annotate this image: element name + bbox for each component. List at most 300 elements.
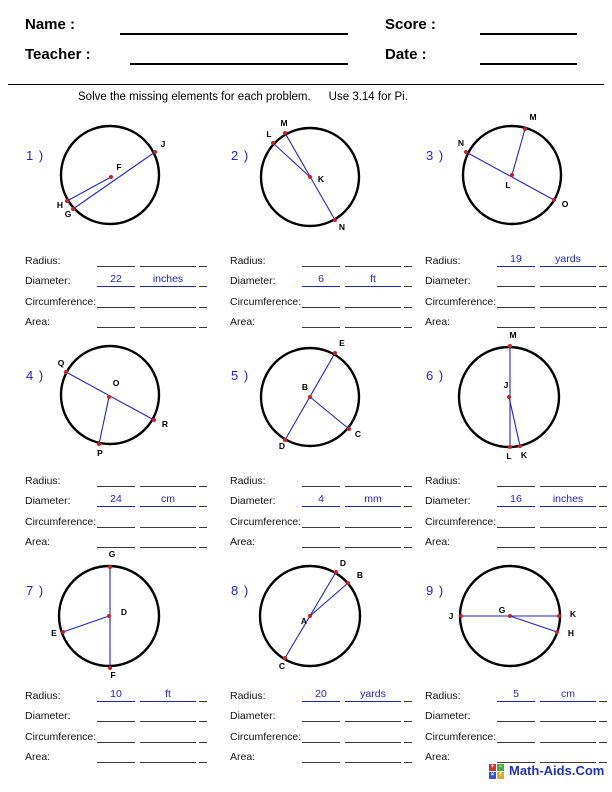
chord-line <box>466 152 554 200</box>
point-label: J <box>160 139 166 149</box>
problem-cell <box>20 545 212 763</box>
point-dot <box>333 351 337 355</box>
chord-line <box>510 616 557 632</box>
radius-label: Radius: <box>425 254 461 267</box>
line-tail <box>599 486 607 487</box>
answer-row-radius <box>425 681 609 702</box>
line-tail <box>599 721 607 722</box>
point-label: G <box>64 209 72 219</box>
point-dot <box>108 565 112 569</box>
line-tail <box>199 506 207 507</box>
answer-row-diameter <box>230 267 414 288</box>
point-dot <box>64 370 68 374</box>
circle-diagram <box>225 545 415 680</box>
circle-diagram <box>20 545 210 680</box>
point-label: L <box>506 451 512 461</box>
area-value-field[interactable] <box>97 762 135 763</box>
line-tail <box>599 327 607 328</box>
circumference-label: Circumference: <box>25 730 97 743</box>
line-tail <box>199 701 207 702</box>
line-tail <box>599 307 607 308</box>
point-dot <box>555 630 559 634</box>
answer-block <box>425 466 609 548</box>
point-label: J <box>448 611 454 621</box>
diameter-value-field[interactable]: 6 <box>302 273 340 287</box>
problem-cell <box>420 330 612 548</box>
diameter-value-field[interactable]: 22 <box>97 273 135 287</box>
point-dot <box>308 175 312 179</box>
point-label: F <box>116 162 122 172</box>
point-label: M <box>509 330 517 340</box>
point-dot <box>97 442 101 446</box>
area-label: Area: <box>25 751 51 763</box>
diameter-value-field[interactable] <box>302 721 340 722</box>
radius-label: Radius: <box>230 254 266 267</box>
score-fill-line[interactable] <box>480 32 577 35</box>
point-dot <box>523 127 527 131</box>
circumference-unit-field[interactable] <box>140 527 196 528</box>
radius-value-field[interactable] <box>302 486 340 487</box>
circumference-value-field[interactable] <box>97 742 135 743</box>
area-unit-field[interactable] <box>345 327 401 328</box>
diameter-unit-field[interactable] <box>540 721 596 722</box>
diameter-unit-field[interactable]: mm <box>345 493 401 507</box>
answer-row-area <box>425 308 609 329</box>
point-dot <box>71 207 75 211</box>
point-label: G <box>108 549 116 559</box>
circle-diagram <box>420 330 610 465</box>
point-dot <box>271 141 275 145</box>
instruction-part2: Use 3.14 for Pi. <box>328 91 408 103</box>
point-dot <box>508 344 512 348</box>
point-label: M <box>529 112 537 122</box>
logo-tile-icon: + <box>490 764 495 770</box>
point-dot <box>107 614 111 618</box>
radius-label: Radius: <box>425 689 461 702</box>
answer-row-area <box>425 743 609 764</box>
line-tail <box>599 527 607 528</box>
diameter-label: Diameter: <box>425 495 471 507</box>
diameter-label: Diameter: <box>425 710 471 722</box>
answer-block <box>25 246 209 328</box>
problem-cell <box>225 110 417 328</box>
point-dot <box>308 614 312 618</box>
radius-unit-field[interactable] <box>345 486 401 487</box>
math-aids-logo-icon <box>489 764 504 779</box>
math-aids-brand-link[interactable]: Math-Aids.Com <box>509 763 605 778</box>
answer-row-radius <box>425 466 609 487</box>
answer-row-circumference <box>25 287 209 308</box>
point-label: A <box>300 616 308 626</box>
answer-row-circumference <box>425 507 609 528</box>
radius-value-field[interactable]: 5 <box>497 688 535 702</box>
area-label: Area: <box>230 536 256 548</box>
answer-row-circumference <box>230 722 414 743</box>
line-tail <box>404 327 412 328</box>
area-label: Area: <box>230 751 256 763</box>
line-tail <box>199 327 207 328</box>
answer-block <box>25 681 209 763</box>
line-tail <box>404 762 412 763</box>
point-dot <box>510 173 514 177</box>
point-dot <box>109 175 113 179</box>
radius-unit-field[interactable]: yards <box>540 253 596 267</box>
circumference-value-field[interactable] <box>497 307 535 308</box>
point-label: D <box>120 607 128 617</box>
diameter-unit-field[interactable]: ft <box>345 273 401 287</box>
point-dot <box>152 418 156 422</box>
problem-cell <box>420 545 612 763</box>
point-label: K <box>317 174 325 184</box>
chord-line <box>63 616 109 632</box>
chord-line <box>310 583 348 616</box>
point-label: P <box>97 448 103 458</box>
problem-cell <box>225 330 417 548</box>
teacher-fill-line[interactable] <box>130 62 348 65</box>
point-label: H <box>56 200 64 210</box>
problem-number: 9 ) <box>426 583 445 598</box>
line-tail <box>199 286 207 287</box>
circle-outline <box>61 126 159 224</box>
diameter-label: Diameter: <box>25 710 71 722</box>
point-label: K <box>569 609 577 619</box>
answer-block <box>230 681 414 763</box>
radius-unit-field[interactable] <box>345 266 401 267</box>
circle-diagram <box>420 110 610 245</box>
point-label: C <box>354 429 362 439</box>
chord-line <box>310 397 349 429</box>
point-dot <box>308 395 312 399</box>
circumference-value-field[interactable] <box>302 742 340 743</box>
name-label: Name : <box>25 16 76 33</box>
answer-row-circumference <box>425 722 609 743</box>
area-unit-field[interactable] <box>345 762 401 763</box>
date-label: Date : <box>385 46 427 63</box>
radius-label: Radius: <box>25 689 61 702</box>
circumference-label: Circumference: <box>230 295 302 308</box>
line-tail <box>404 721 412 722</box>
circumference-unit-field[interactable] <box>345 307 401 308</box>
circle-diagram <box>225 110 415 245</box>
logo-tile-icon: − <box>498 764 503 770</box>
diameter-value-field[interactable] <box>497 286 535 287</box>
line-tail <box>199 527 207 528</box>
point-label: D <box>278 441 286 451</box>
diameter-value-field[interactable]: 24 <box>97 493 135 507</box>
problem-number: 2 ) <box>231 148 250 163</box>
line-tail <box>199 307 207 308</box>
logo-tile-icon: × <box>490 772 495 778</box>
chord-line <box>99 397 109 444</box>
point-dot <box>346 581 350 585</box>
diameter-value-field[interactable] <box>97 721 135 722</box>
point-dot <box>518 444 522 448</box>
circumference-unit-field[interactable] <box>345 527 401 528</box>
answer-row-diameter <box>230 702 414 723</box>
answer-row-diameter <box>425 267 609 288</box>
diameter-label: Diameter: <box>230 275 276 287</box>
answer-row-diameter <box>25 702 209 723</box>
date-fill-line[interactable] <box>480 62 577 65</box>
problem-cell <box>20 330 212 548</box>
point-dot <box>61 630 65 634</box>
point-dot <box>283 131 287 135</box>
area-unit-field[interactable] <box>140 327 196 328</box>
point-label: R <box>161 419 169 429</box>
area-value-field[interactable] <box>497 327 535 328</box>
problem-number: 4 ) <box>26 368 45 383</box>
answer-row-diameter <box>230 487 414 508</box>
circumference-value-field[interactable] <box>497 742 535 743</box>
radius-label: Radius: <box>425 474 461 487</box>
area-label: Area: <box>425 536 451 548</box>
radius-unit-field[interactable] <box>140 486 196 487</box>
line-tail <box>599 266 607 267</box>
circle-outline <box>61 346 159 444</box>
diameter-value-field[interactable]: 4 <box>302 493 340 507</box>
point-dot <box>459 614 463 618</box>
diameter-unit-field[interactable] <box>345 721 401 722</box>
line-tail <box>599 742 607 743</box>
radius-value-field[interactable] <box>497 486 535 487</box>
area-value-field[interactable] <box>302 327 340 328</box>
radius-unit-field[interactable] <box>540 486 596 487</box>
problem-cell <box>225 545 417 763</box>
area-label: Area: <box>230 316 256 328</box>
point-dot <box>347 427 351 431</box>
point-dot <box>464 150 468 154</box>
circumference-value-field[interactable] <box>97 527 135 528</box>
area-label: Area: <box>425 316 451 328</box>
answer-block <box>425 681 609 763</box>
point-dot <box>107 395 111 399</box>
answer-row-diameter <box>425 702 609 723</box>
answer-row-circumference <box>425 287 609 308</box>
answer-block <box>425 246 609 328</box>
instruction-part1: Solve the missing elements for each problem. <box>78 91 311 103</box>
point-dot <box>334 570 338 574</box>
problem-number: 6 ) <box>426 368 445 383</box>
problem-cell <box>20 110 212 328</box>
circumference-value-field[interactable] <box>497 527 535 528</box>
point-label: E <box>51 628 57 638</box>
circle-diagram <box>20 110 210 245</box>
circumference-unit-field[interactable] <box>540 307 596 308</box>
answer-row-diameter <box>25 267 209 288</box>
answer-row-circumference <box>230 507 414 528</box>
line-tail <box>199 721 207 722</box>
answer-row-circumference <box>25 507 209 528</box>
circumference-label: Circumference: <box>230 515 302 528</box>
point-label: K <box>520 450 528 460</box>
chord-line <box>73 152 155 209</box>
circumference-label: Circumference: <box>25 515 97 528</box>
chord-line <box>512 129 525 175</box>
point-label: D <box>339 558 347 568</box>
line-tail <box>404 286 412 287</box>
name-fill-line[interactable] <box>120 32 348 35</box>
radius-unit-field[interactable]: yards <box>345 688 401 702</box>
answer-row-area <box>25 308 209 329</box>
problem-number: 3 ) <box>426 148 445 163</box>
point-dot <box>508 445 512 449</box>
diameter-label: Diameter: <box>425 275 471 287</box>
point-label: J <box>503 380 509 390</box>
point-dot <box>552 198 556 202</box>
area-label: Area: <box>25 536 51 548</box>
area-value-field[interactable] <box>97 327 135 328</box>
radius-unit-field[interactable]: cm <box>540 688 596 702</box>
line-tail <box>199 742 207 743</box>
problems-grid <box>20 110 612 770</box>
point-label: M <box>280 118 288 128</box>
radius-label: Radius: <box>230 474 266 487</box>
diameter-unit-field[interactable] <box>140 721 196 722</box>
radius-value-field[interactable]: 20 <box>302 688 340 702</box>
answer-row-radius <box>425 246 609 267</box>
line-tail <box>404 307 412 308</box>
problem-number: 7 ) <box>26 583 45 598</box>
point-dot <box>283 656 287 660</box>
line-tail <box>599 701 607 702</box>
point-label: O <box>112 378 120 388</box>
point-dot <box>507 395 511 399</box>
radius-label: Radius: <box>230 689 266 702</box>
radius-value-field[interactable]: 10 <box>97 688 135 702</box>
line-tail <box>199 266 207 267</box>
area-unit-field[interactable] <box>140 762 196 763</box>
line-tail <box>199 762 207 763</box>
point-label: C <box>278 661 286 671</box>
line-tail <box>404 266 412 267</box>
instruction-text <box>78 91 408 103</box>
radius-label: Radius: <box>25 254 61 267</box>
answer-row-circumference <box>25 722 209 743</box>
area-label: Area: <box>25 316 51 328</box>
point-dot <box>153 150 157 154</box>
answer-row-radius <box>230 466 414 487</box>
circumference-value-field[interactable] <box>302 307 340 308</box>
line-tail <box>404 701 412 702</box>
answer-block <box>230 466 414 548</box>
point-label: F <box>110 670 116 680</box>
diameter-unit-field[interactable] <box>540 286 596 287</box>
radius-label: Radius: <box>25 474 61 487</box>
problem-cell <box>420 110 612 328</box>
point-label: L <box>505 180 511 190</box>
diameter-value-field[interactable]: 16 <box>497 493 535 507</box>
diameter-label: Diameter: <box>25 275 71 287</box>
point-dot <box>333 218 337 222</box>
problem-number: 5 ) <box>231 368 250 383</box>
circumference-label: Circumference: <box>25 295 97 308</box>
answer-block <box>230 246 414 328</box>
header-divider <box>8 84 604 85</box>
point-label: G <box>498 605 506 615</box>
answer-row-radius <box>25 681 209 702</box>
area-value-field[interactable] <box>302 762 340 763</box>
point-label: L <box>266 129 272 139</box>
radius-value-field[interactable] <box>302 266 340 267</box>
circle-diagram <box>420 545 610 680</box>
answer-row-area <box>230 743 414 764</box>
circumference-unit-field[interactable] <box>140 307 196 308</box>
logo-tile-icon: ÷ <box>498 772 503 778</box>
point-dot <box>508 614 512 618</box>
area-label: Area: <box>425 751 451 763</box>
point-label: H <box>567 628 575 638</box>
line-tail <box>199 486 207 487</box>
diameter-value-field[interactable] <box>497 721 535 722</box>
radius-value-field[interactable] <box>97 266 135 267</box>
circle-diagram <box>225 330 415 465</box>
answer-row-diameter <box>25 487 209 508</box>
diameter-label: Diameter: <box>230 495 276 507</box>
circumference-label: Circumference: <box>425 515 497 528</box>
circumference-unit-field[interactable] <box>345 742 401 743</box>
circumference-unit-field[interactable] <box>140 742 196 743</box>
point-label: N <box>338 222 346 232</box>
circumference-value-field[interactable] <box>302 527 340 528</box>
score-label: Score : <box>385 16 436 33</box>
circumference-label: Circumference: <box>230 730 302 743</box>
point-label: E <box>339 338 345 348</box>
answer-row-radius <box>25 246 209 267</box>
line-tail <box>599 286 607 287</box>
line-tail <box>404 486 412 487</box>
circumference-label: Circumference: <box>425 295 497 308</box>
point-label: B <box>301 382 309 392</box>
problem-number: 1 ) <box>26 148 45 163</box>
circumference-unit-field[interactable] <box>540 527 596 528</box>
answer-row-area <box>25 743 209 764</box>
radius-value-field[interactable] <box>97 486 135 487</box>
diameter-unit-field[interactable]: inches <box>540 493 596 507</box>
answer-row-area <box>230 308 414 329</box>
point-label: O <box>561 199 569 209</box>
diameter-unit-field[interactable]: inches <box>140 273 196 287</box>
chord-line <box>509 397 520 446</box>
diameter-label: Diameter: <box>25 495 71 507</box>
problem-number: 8 ) <box>231 583 250 598</box>
radius-unit-field[interactable] <box>140 266 196 267</box>
line-tail <box>404 527 412 528</box>
answer-row-radius <box>230 246 414 267</box>
point-label: B <box>356 570 364 580</box>
chord-line <box>273 143 310 177</box>
line-tail <box>404 742 412 743</box>
answer-row-diameter <box>425 487 609 508</box>
circumference-value-field[interactable] <box>97 307 135 308</box>
teacher-label: Teacher : <box>25 46 91 63</box>
circle-diagram <box>20 330 210 465</box>
line-tail <box>599 506 607 507</box>
diameter-unit-field[interactable]: cm <box>140 493 196 507</box>
diameter-label: Diameter: <box>230 710 276 722</box>
area-unit-field[interactable] <box>540 327 596 328</box>
radius-unit-field[interactable]: ft <box>140 688 196 702</box>
circumference-label: Circumference: <box>425 730 497 743</box>
point-label: Q <box>57 358 65 368</box>
radius-value-field[interactable]: 19 <box>497 253 535 267</box>
answer-row-radius <box>25 466 209 487</box>
answer-row-radius <box>230 681 414 702</box>
point-label: N <box>457 138 465 148</box>
point-dot <box>65 199 69 203</box>
circumference-unit-field[interactable] <box>540 742 596 743</box>
answer-block <box>25 466 209 548</box>
line-tail <box>404 506 412 507</box>
